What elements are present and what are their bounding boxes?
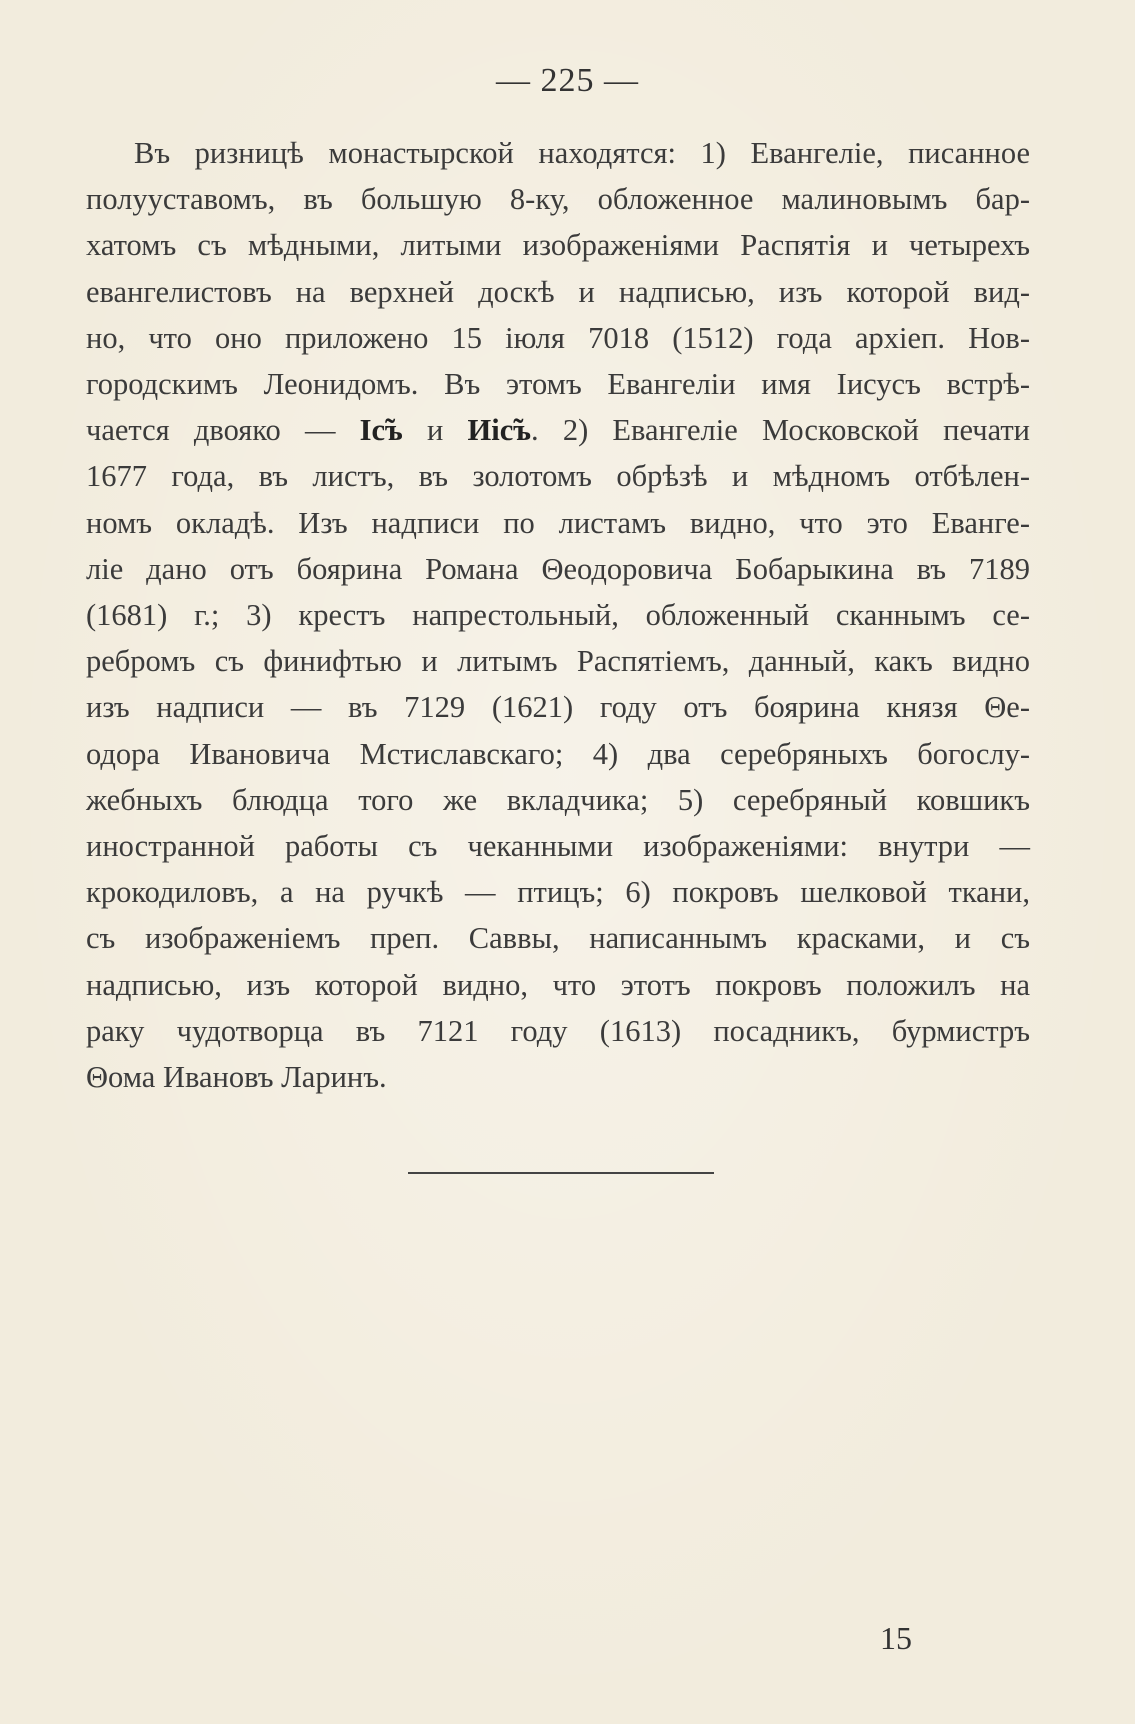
text-line-4: евангелистовъ на верхней доскѣ и надписью, изъ которой вид- bbox=[86, 274, 1030, 309]
text-line-21: Θома Ивановъ Ларинъ. bbox=[86, 1060, 387, 1095]
text-line-11: (1681) г.; 3) крестъ напрестольный, обложенный сканнымъ се- bbox=[86, 598, 1030, 633]
text-line-16: иностранной работы съ чеканными изображеніями: внутри — bbox=[86, 829, 1030, 864]
abbreviation-form-2: Иіс̃ъ bbox=[467, 413, 532, 448]
text-line-7-prefix: чается двояко — bbox=[86, 413, 360, 448]
section-divider bbox=[408, 1172, 714, 1174]
text-line-14: одора Ивановича Мстиславскаго; 4) два серебряныхъ богослу- bbox=[86, 736, 1030, 771]
abbreviation-form-1: Іс̃ъ bbox=[359, 413, 403, 448]
text-line-1: Въ ризницѣ монастырской находятся: 1) Евангеліе, писанное bbox=[134, 136, 1030, 170]
text-line-12: ребромъ съ финифтью и литымъ Распятіемъ, данный, какъ видно bbox=[86, 644, 1030, 679]
text-line-18: съ изображеніемъ преп. Саввы, написаннымъ красками, и съ bbox=[86, 921, 1030, 956]
text-line-13: изъ надписи — въ 7129 (1621) году отъ боярина князя Θе- bbox=[86, 690, 1030, 725]
text-line-6: городскимъ Леонидомъ. Въ этомъ Евангеліи имя Іисусъ встрѣ- bbox=[86, 367, 1030, 402]
body-paragraph bbox=[86, 130, 1030, 1100]
text-line-9: номъ окладѣ. Изъ надписи по листамъ видно, что это Еванге- bbox=[86, 505, 1030, 540]
signature-mark: 15 bbox=[880, 1620, 912, 1656]
text-line-7-suffix: . 2) Евангеліе Московской печати bbox=[531, 413, 1031, 448]
page-number: — 225 — bbox=[496, 62, 639, 99]
text-line-15: жебныхъ блюдца того же вкладчика; 5) серебряный ковшикъ bbox=[86, 782, 1030, 817]
text-line-7 bbox=[86, 407, 1030, 453]
text-line-5: но, что оно приложено 15 іюля 7018 (1512) года архіеп. Нов- bbox=[86, 320, 1030, 355]
text-line-3: хатомъ съ мѣдными, литыми изображеніями Распятія и четырехъ bbox=[86, 228, 1030, 263]
text-line-19: надписью, изъ которой видно, что этотъ покровъ положилъ на bbox=[86, 967, 1030, 1002]
text-line-20: раку чудотворца въ 7121 году (1613) посадникъ, бурмистръ bbox=[86, 1013, 1030, 1048]
text-line-10: ліе дано отъ боярина Романа Θеодоровича Бобарыкина въ 7189 bbox=[86, 551, 1030, 586]
text-line-17: крокодиловъ, а на ручкѣ — птицъ; 6) покровъ шелковой ткани, bbox=[86, 875, 1030, 910]
text-line-7-mid: и bbox=[402, 413, 468, 448]
text-line-2: полууставомъ, въ большую 8-ку, обложенное малиновымъ бар- bbox=[86, 182, 1030, 217]
text-line-8: 1677 года, въ листъ, въ золотомъ обрѣзѣ и мѣдномъ отбѣлен- bbox=[86, 459, 1030, 494]
